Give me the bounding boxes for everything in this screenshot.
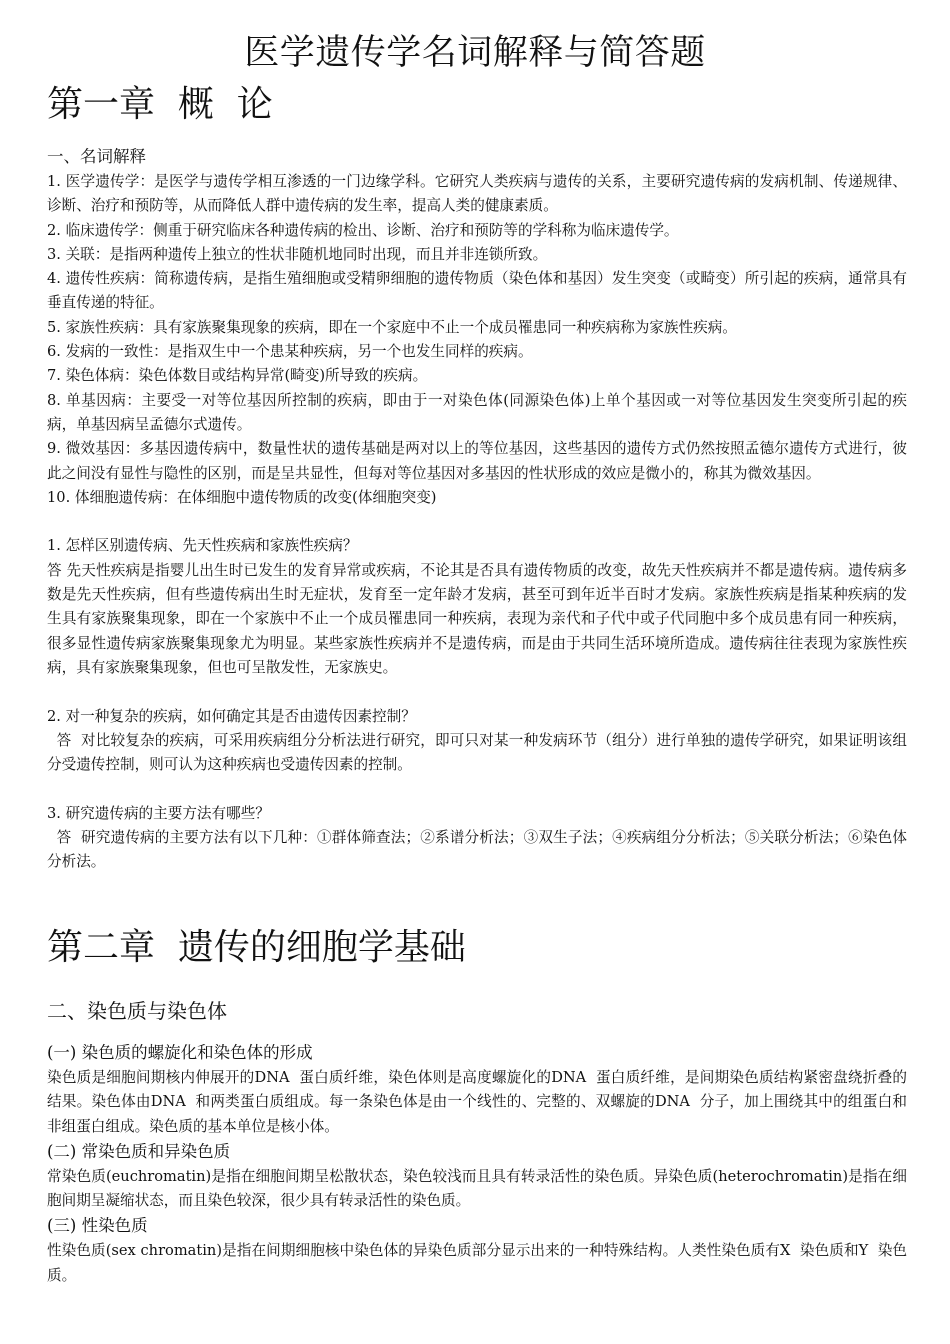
answer-1: 答 先天性疾病是指婴儿出生时已发生的发育异常或疾病，不论其是否具有遗传物质的改变，故先天性疾病并不都是遗传病。遗传病多数是先天性疾病，但有些遗传病出生时无症状，发育至一定年龄才发病，甚至可到年近半百时才发病。家族性疾病是指某种疾病的发生具有家族聚集现象，即在一个家族中不止一个成员罹患同一种疾病，表现为亲代和子代中或子代同胞中多个成员患有同一种疾病，很多显性遗传病家族聚集现象尤为明显。某些家族性疾病并不是遗传病，而是由于共同生活环境所造成。遗传病往往表现为家族性疾病，具有家族聚集现象，但也可呈散发性，无家族史。 — [47, 561, 907, 676]
subsection-3-heading: (三) 性染色质 — [47, 1216, 148, 1236]
term-4: 4. 遗传性疾病：简称遗传病，是指生殖细胞或受精卵细胞的遗传物质（染色体和基因）发生突变（或畸变）所引起的疾病，通常具有垂直传递的特征。 — [47, 270, 907, 312]
subsection-2-heading: (二) 常染色质和异染色质 — [47, 1141, 231, 1161]
question-3: 3. 研究遗传病的主要方法有哪些？ — [47, 804, 270, 822]
chapter-1-heading: 第一章 概 论 — [47, 84, 273, 125]
chapter-1-body — [47, 144, 907, 875]
answer-3: 答 研究遗传病的主要方法有以下几种：①群体筛查法；②系谱分析法；③双生子法；④疾病组分分析法；⑤关联分析法；⑥染色体分析法。 — [47, 829, 907, 871]
answer-2: 答 对比较复杂的疾病，可采用疾病组分分析法进行研究，即可只对某一种发病环节（组分）进行单独的遗传学研究，如果证明该组分受遗传控制，则可认为这种疾病也受遗传因素的控制。 — [47, 731, 907, 774]
chapter-2-heading: 第二章 遗传的细胞学基础 — [47, 927, 466, 968]
spacer — [47, 680, 907, 704]
subsection-1-heading: (一) 染色质的螺旋化和染色体的形成 — [47, 1043, 313, 1062]
question-2: 2. 对一种复杂的疾病，如何确定其是否由遗传因素控制？ — [47, 707, 416, 725]
subsection-3-text: 性染色质(sex chromatin)是指在间期细胞核中染色体的异染色质部分显示出来的一种特殊结构。人类性染色质有X 染色质和Y 染色质。 — [47, 1242, 907, 1284]
term-1: 1. 医学遗传学：是医学与遗传学相互渗透的一门边缘学科。它研究人类疾病与遗传的关系，主要研究遗传病的发病机制、传递规律、诊断、治疗和预防等，从而降低人群中遗传病的发生率，提高人类的健康素质。 — [47, 173, 907, 215]
subsection-1-text: 染色质是细胞间期核内伸展开的DNA 蛋白质纤维，染色体则是高度螺旋化的DNA 蛋白质纤维，是间期染色质结构紧密盘绕折叠的结果。染色体由DNA 和两类蛋白质组成。每一条染色体是由一个线性的、完整的、双螺旋的DNA 分子，加上围绕其中的组蛋白和非组蛋白组成。染色质的基本单位是核小体。 — [47, 1069, 907, 1135]
section-chromatin-heading: 二、染色质与染色体 — [47, 999, 227, 1023]
term-9: 9. 微效基因：多基因遗传病中，数量性状的遗传基础是两对以上的等位基因，这些基因的遗传方式仍然按照孟德尔遗传方式进行，彼此之间没有显性与隐性的区别，而是呈共显性，但每对等位基因对多基因的性状形成的效应是微小的，称其为微效基因。 — [47, 440, 907, 482]
term-6: 6. 发病的一致性：是指双生中一个患某种疾病，另一个也发生同样的疾病。 — [47, 343, 533, 361]
term-3: 3. 关联：是指两种遗传上独立的性状非随机地同时出现，而且并非连锁所致。 — [47, 245, 548, 263]
chapter-2-body — [47, 1040, 907, 1288]
term-8: 8. 单基因病：主要受一对等位基因所控制的疾病，即由于一对染色体(同源染色体)上单个基因或一对等位基因发生突变所引起的疾病，单基因病呈孟德尔式遗传。 — [47, 391, 907, 433]
term-5: 5. 家族性疾病：具有家族聚集现象的疾病，即在一个家庭中不止一个成员罹患同一种疾病称为家族性疾病。 — [47, 318, 737, 336]
term-7: 7. 染色体病：染色体数目或结构异常(畸变)所导致的疾病。 — [47, 367, 428, 385]
subsection-2-text: 常染色质(euchromatin)是指在细胞间期呈松散状态，染色较浅而且具有转录活性的染色质。异染色质(heterochromatin)是指在细胞间期呈凝缩状态，而且染色较深，很少具有转录活性的染色质。 — [47, 1167, 907, 1210]
section-terms-heading: 一、名词解释 — [47, 147, 146, 166]
document-title: 医学遗传学名词解释与简答题 — [244, 33, 706, 73]
spacer — [47, 777, 907, 801]
term-10: 10. 体细胞遗传病：在体细胞中遗传物质的改变(体细胞突变) — [47, 488, 437, 506]
question-1: 1. 怎样区别遗传病、先天性疾病和家族性疾病？ — [47, 537, 358, 555]
term-2: 2. 临床遗传学：侧重于研究临床各种遗传病的检出、诊断、治疗和预防等的学科称为临床遗传学。 — [47, 221, 679, 239]
spacer — [47, 510, 907, 534]
